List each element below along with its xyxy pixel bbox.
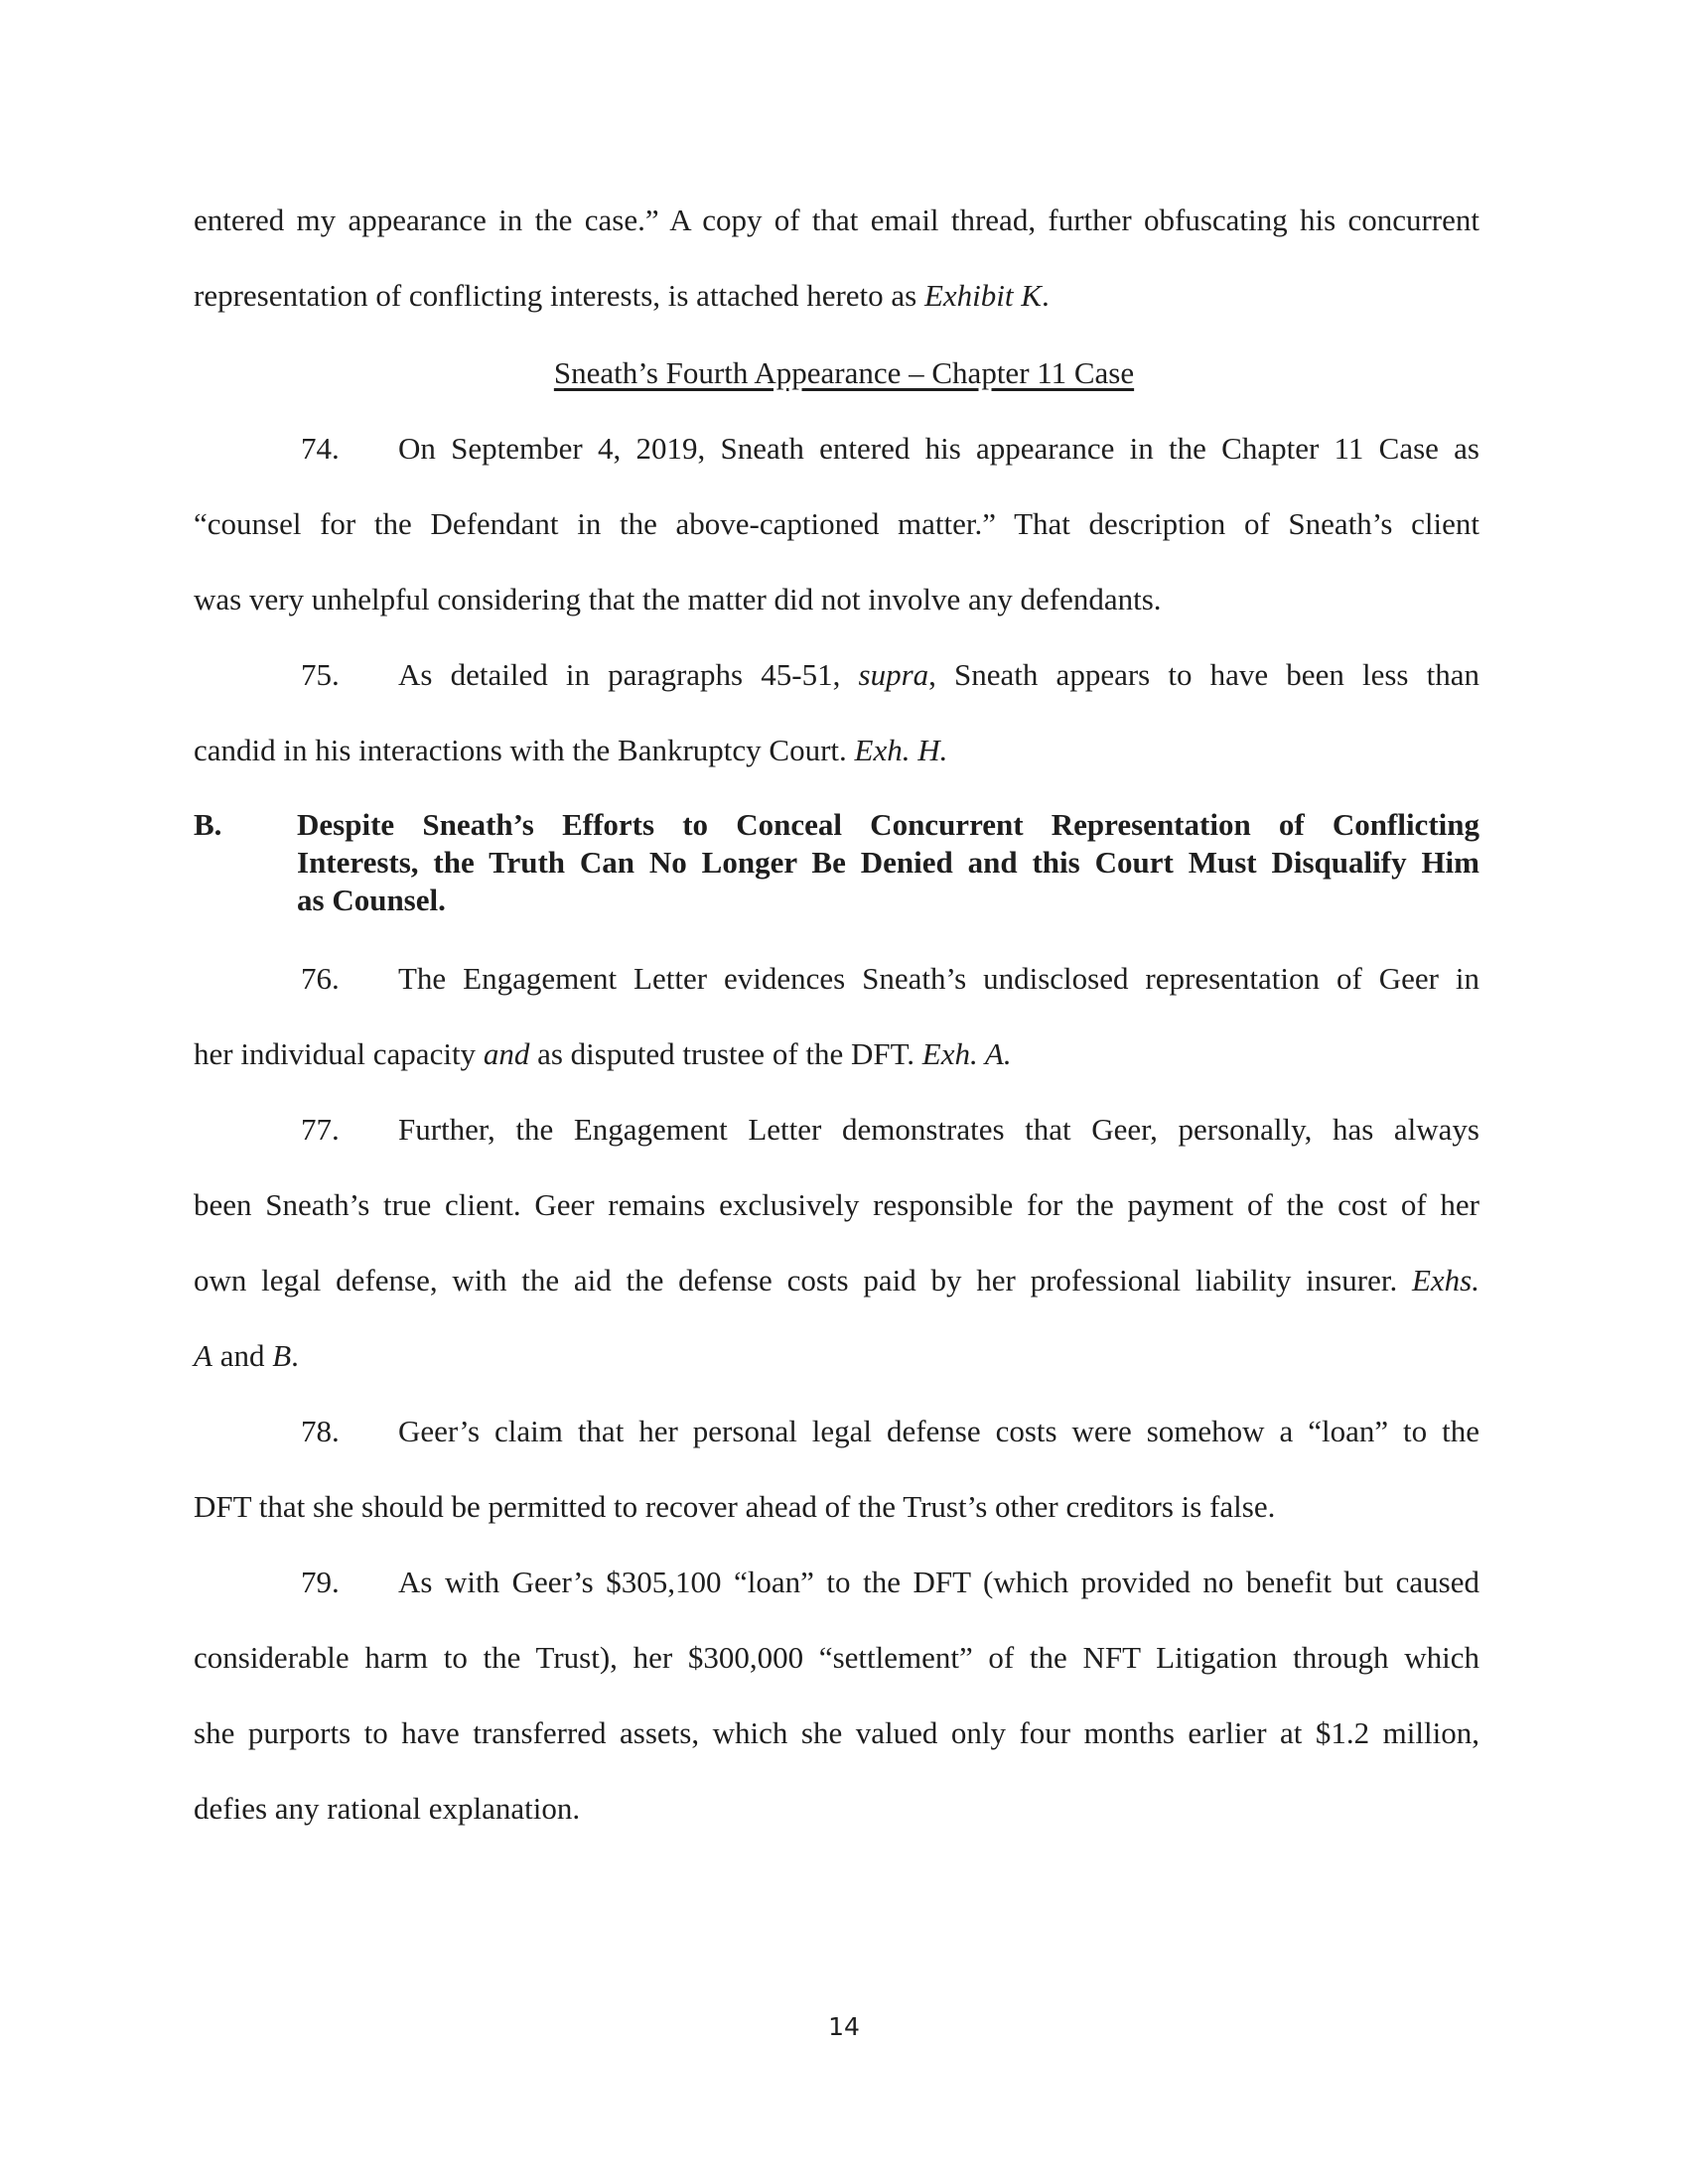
paragraph-75-line: 75. As detailed in paragraphs 45-51, supra, Sneath appears to have been less than — [194, 655, 1479, 695]
section-title: Despite Sneath’s Efforts to Conceal Concurrent Representation of Conflicting Interests, the Truth Can No Longer Be Denied and this Court Must Disqualify Him as Counsel. — [297, 807, 1479, 917]
exhibit-reference: Exh. H. — [854, 733, 948, 767]
paragraph-78-line: 78. Geer’s claim that her personal legal defense costs were somehow a “loan” to the — [194, 1412, 1479, 1451]
paragraph-79-line: 79. As with Geer’s $305,100 “loan” to the DFT (which provided no benefit but caused — [194, 1563, 1479, 1602]
paragraph-number: 79. — [301, 1565, 340, 1599]
paragraph-76-line: 76. The Engagement Letter evidences Sneath’s undisclosed representation of Geer in — [194, 959, 1479, 999]
subheading-fourth-appearance: Sneath’s Fourth Appearance – Chapter 11 Case — [553, 355, 1135, 390]
paragraph-74-line: 74. On September 4, 2019, Sneath entered his appearance in the Chapter 11 Case as — [194, 429, 1479, 469]
paragraph-number: 78. — [301, 1414, 340, 1448]
paragraph-74-line: was very unhelpful considering that the matter did not involve any defendants. — [194, 582, 1162, 616]
paragraph-number: 76. — [301, 961, 340, 996]
paragraph-77-line: been Sneath’s true client. Geer remains exclusively responsible for the payment of the cost of her — [194, 1187, 1479, 1222]
paragraph-79-line: considerable harm to the Trust), her $300,000 “settlement” of the NFT Litigation through which — [194, 1640, 1479, 1675]
paragraph-line: representation of conflicting interests, is attached hereto as Exhibit K. — [194, 278, 1050, 313]
paragraph-number: 75. — [301, 657, 340, 692]
paragraph-75-line: candid in his interactions with the Bankruptcy Court. Exh. H. — [194, 733, 948, 767]
section-b-heading — [194, 806, 1479, 925]
paragraph-79-line: she purports to have transferred assets, which she valued only four months earlier at $1.2 million, — [194, 1715, 1479, 1750]
paragraph-77-line: 77. Further, the Engagement Letter demonstrates that Geer, personally, has always — [194, 1110, 1479, 1150]
section-letter: B. — [194, 807, 222, 842]
paragraph-number: 74. — [301, 431, 340, 466]
paragraph-78-line: DFT that she should be permitted to recover ahead of the Trust’s other creditors is false. — [194, 1489, 1276, 1524]
exhibit-reference: Exh. A. — [921, 1036, 1012, 1071]
exhibit-reference: Exhibit K — [923, 278, 1042, 313]
page-number: 14 — [828, 2012, 860, 2041]
paragraph-number: 77. — [301, 1112, 340, 1147]
paragraph-77-line: A and B. — [194, 1338, 299, 1373]
paragraph-74-line: “counsel for the Defendant in the above-captioned matter.” That description of Sneath’s client — [194, 506, 1479, 541]
paragraph-line: entered my appearance in the case.” A copy of that email thread, further obfuscating his concurrent — [194, 203, 1479, 237]
paragraph-79-line: defies any rational explanation. — [194, 1791, 581, 1826]
exhibit-reference: Exhs. — [1411, 1263, 1479, 1297]
paragraph-77-line: own legal defense, with the aid the defense costs paid by her professional liability insurer. Exhs. — [194, 1263, 1479, 1297]
paragraph-76-line: her individual capacity and as disputed trustee of the DFT. Exh. A. — [194, 1036, 1012, 1071]
